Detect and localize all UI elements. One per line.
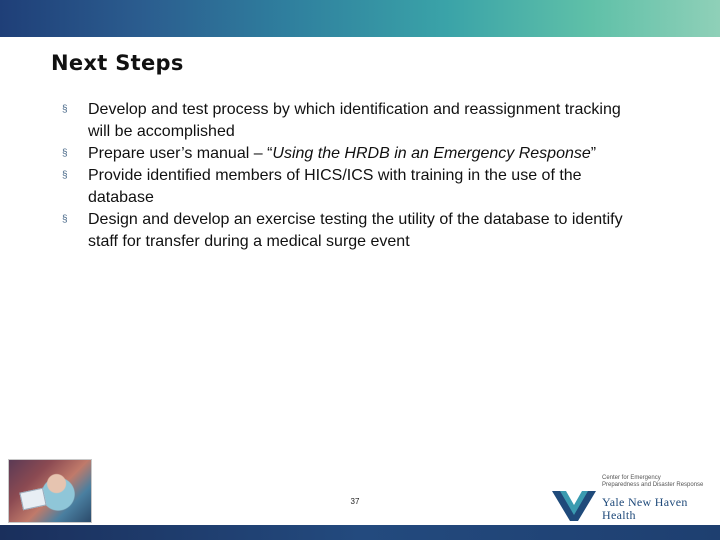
bullet-item xyxy=(62,143,642,165)
bullet-item xyxy=(62,99,642,143)
staff-photo xyxy=(8,459,92,523)
slide-title: Next Steps xyxy=(51,51,184,75)
bullet-text: Using the HRDB in an Emergency Response xyxy=(272,145,591,162)
bullet-marker-icon: § xyxy=(62,170,68,181)
bullet-text: ” xyxy=(590,145,597,162)
logo-name-line-2: Health xyxy=(602,508,636,522)
bullet-marker-icon: § xyxy=(62,148,68,159)
bullet-text: Prepare user’s manual – “ xyxy=(88,145,273,162)
bullet-text: Develop and test process by which identification and reassignment tracking will be accomplished xyxy=(88,101,621,140)
bullet-list xyxy=(62,99,642,253)
logo-org-line-2: Preparedness and Disaster Response xyxy=(602,482,704,488)
bottom-band xyxy=(0,525,720,540)
logo-org-line-1: Center for Emergency xyxy=(602,475,661,481)
logo-name-text xyxy=(602,496,712,522)
page-number: 37 xyxy=(350,497,360,506)
bullet-marker-icon: § xyxy=(62,214,68,225)
top-gradient-band xyxy=(0,0,720,37)
photo-id-card xyxy=(19,488,46,511)
bullet-text: Design and develop an exercise testing the utility of the database to identify staff for transfer during a medical surge event xyxy=(88,211,623,250)
logo-name-line-1: Yale New Haven xyxy=(602,495,688,509)
ynhh-logo-mark-icon xyxy=(552,491,596,521)
bullet-text: Provide identified members of HICS/ICS with training in the use of the database xyxy=(88,167,582,206)
bullet-item xyxy=(62,165,642,209)
bullet-marker-icon: § xyxy=(62,104,68,115)
logo-org-text xyxy=(602,475,712,489)
ynhh-logo xyxy=(552,475,712,523)
bullet-item xyxy=(62,209,642,253)
